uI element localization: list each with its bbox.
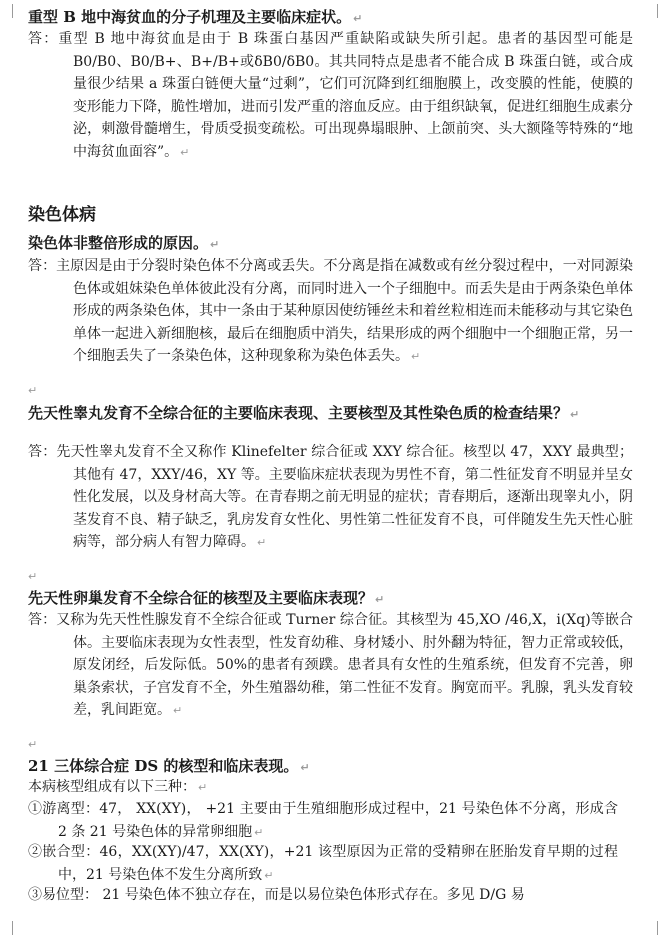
- answer-paragraph: 答：先天性睾丸发育不全又称作 Klinefelter 综合征或 XXY 综合征。核型以 47，XXY 最典型；其他有 47，XXY/46，XY 等。主要临床症状表现为男性不育，第二性征发育不明显并呈女性化发展，以及身材高大等。在青春期之前无明显的症状；青春期后，逐渐出现睾丸小，阴茎发育不良、精子缺乏，乳房发育女性化、男性第二性征发育不良，可伴随发生先天性心脏病等，部分病人有智力障碍。 ↵: [28, 444, 633, 550]
- section-title: 染色体病: [28, 205, 96, 225]
- blank-line-mark: ↵: [28, 384, 38, 397]
- answer-paragraph: 答：主原因是由于分裂时染色体不分离或丢失。不分离是指在减数或有丝分裂过程中，一对同源染色体或姐妹染色单体彼此没有分离，而同时进入一个子细胞中。而丢失是由于两条染色单体形成的两条染色体，其中一条由于某种原因使纺锤丝未和着丝粒相连而未能移动与其它染色单体一起进入新细胞核，最后在细胞质中消失，结果形成的两个细胞中一个细胞正常，另一个细胞丢失了一条染色体，这种现象称为染色体丢失。 ↵: [28, 258, 633, 364]
- blank-line-mark: ↵: [28, 738, 38, 751]
- answer-paragraph: 答：又称为先天性性腺发育不全综合征或 Turner 综合征。其核型为 45,XO /46,X，i(Xq)等嵌合体。主要临床表现为女性表型，性发育幼稚、身材矮小、肘外翻为特征，智力正常或较低，原发闭经，后发际低。50%的患者有颈蹼。患者具有女性的生殖系统，但发育不完善，卵巢条索状，子宫发育不全，外生殖器幼稚，第二性征不发育。胸宽而平。乳腺，乳头发育较差，乳间距宽。 ↵: [28, 612, 633, 718]
- list-item: ②嵌合型：46，XX(XY)/47，XX(XY)，+21 该型原因为正常的受精卵在胚胎发育早期的过程中，21 号染色体不发生分离所致 ↵: [28, 844, 618, 883]
- answer-paragraph: 答：重型 B 地中海贫血是由于 B 珠蛋白基因严重缺陷或缺失所引起。患者的基因型可能是 B0/B0、B0/B+、B+/B+或δB0/δB0。其共同特点是患者不能合成 B 珠蛋白链，或合成量很少结果 a 珠蛋白链便大量“过剩”，它们可沉降到红细胞膜上，改变膜的性能，使膜的变形能力下降，脆性增加，进而引发严重的溶血反应。由于组织缺氧，促进红细胞生成素分泌，刺激骨髓增生，骨质受损变疏松。可出现鼻塌眼肿、上颌前突、头大额隆等特殊的“地中海贫血面容”。 ↵: [28, 31, 633, 160]
- question-heading: 先天性睾丸发育不全综合征的主要临床表现、主要核型及其性染色质的检查结果？ ↵: [28, 404, 580, 422]
- question-heading: 染色体非整倍形成的原因。 ↵: [28, 234, 220, 252]
- page-corner-mark: [643, 4, 658, 18]
- page-corner-mark: [12, 4, 27, 18]
- question-heading: 21 三体综合症 DS 的核型和临床表现。 ↵: [28, 757, 310, 775]
- blank-line-mark: ↵: [28, 570, 38, 583]
- list-item: ①游离型：47， XX(XY)， +21 主要由于生殖细胞形成过程中，21 号染色体不分离，形成含 2 条 21 号染色体的异常卵细胞 ↵: [28, 801, 618, 840]
- list-item: ③易位型： 21 号染色体不独立存在，而是以易位染色体形式存在。多见 D/G 易: [28, 887, 525, 903]
- question-heading: 重型 B 地中海贫血的分子机理及主要临床症状。 ↵: [28, 8, 363, 26]
- intro-line: 本病核型组成有以下三种： ↵: [28, 779, 208, 795]
- question-heading: 先天性卵巢发育不全综合征的核型及主要临床表现？ ↵: [28, 589, 385, 607]
- page-corner-mark: [643, 921, 658, 935]
- page-corner-mark: [12, 921, 27, 935]
